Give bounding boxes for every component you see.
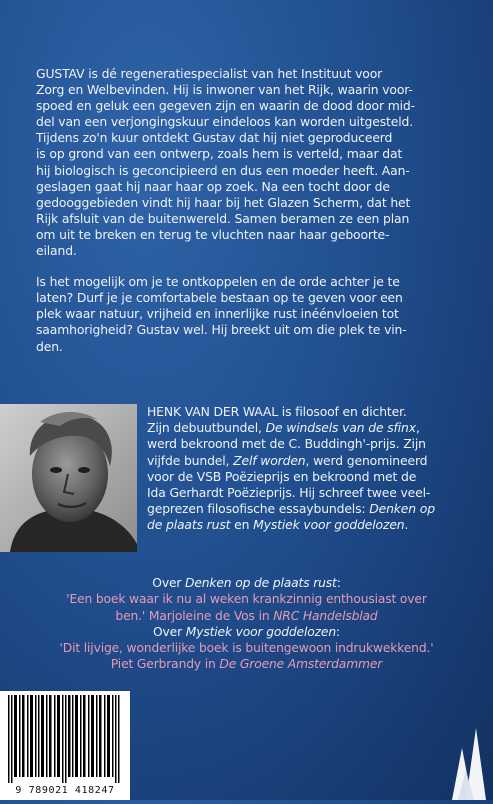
blurb (36, 66, 466, 355)
blurb-line: eiland. (36, 243, 77, 259)
bio-line: . (404, 517, 409, 533)
blurb-line: laten? Durf je je comfortabele bestaan op te geven voor een (36, 290, 403, 306)
quote-heading-2: Over Mystiek voor goddelozen: (153, 624, 340, 639)
blurb-paragraph-2 (36, 274, 466, 354)
author-photo (0, 404, 137, 552)
isbn-barcode (0, 691, 130, 800)
author-bio (147, 404, 472, 534)
blurb-line: geslagen gaat hij naar haar op zoek. Na een tocht door de (36, 178, 390, 194)
barcode-bars (6, 695, 124, 783)
bio-line: voor de VSB Poëzieprijs en bekroond met de (147, 468, 417, 484)
bio-line: en (230, 517, 254, 533)
blurb-line: Is het mogelijk om je te ontkoppelen en de orde achter je te (36, 274, 400, 290)
blurb-line: gedooggebieden vindt hij haar bij het Glazen Scherm, dat het (36, 194, 411, 210)
publisher-logo-icon (448, 720, 492, 800)
blurb-line: GUSTAV is dé regeneratiespecialist van het Instituut voor (36, 66, 383, 81)
quote-heading-1: Over Denken op de plaats rust: (152, 576, 341, 590)
bio-line: , (415, 420, 420, 436)
bio-line: geprezen filosofische essaybundels: (147, 501, 370, 517)
quote-1: 'Een boek waar ik nu al weken krankzinnig enthousiast over ben.' Marjoleine de Vos in NRC Handelsblad (66, 592, 427, 623)
blurb-line: hij biologisch is geconcipieerd en dus een moeder heeft. Aan- (36, 162, 410, 178)
blurb-line: Zorg en Welbevinden. Hij is inwoner van het Rijk, waarin voor- (36, 82, 413, 98)
bio-line: Zijn debuutbundel, (147, 420, 266, 436)
bio-line: Ida Gerhardt Poëzieprijs. Hij schreef twee veel- (147, 485, 431, 501)
bio-title: Denken op (369, 501, 435, 517)
blurb-line: del van een verjongingskuur eindeloos kan worden uitgesteld. (36, 114, 414, 130)
bio-title: De windsels van de sfinx (265, 420, 416, 436)
bio-title: de plaats rust (147, 517, 231, 533)
blurb-line: Tijdens zo'n kuur ontdekt Gustav dat hij niet geproduceerd (36, 130, 393, 146)
bio-line: vijfde bundel, (147, 452, 234, 468)
isbn-number: 9 789021 418247 (15, 785, 115, 796)
blurb-paragraph-1 (36, 66, 466, 259)
quote-2: 'Dit lijvige, wonderlijke boek is buitengewoon indrukwekkend.' Piet Gerbrandy in De Groene Amsterdammer (59, 641, 434, 672)
review-quotes (0, 575, 493, 673)
blurb-line: spoed en geluk een gegeven zijn en waarin de dood door mid- (36, 98, 415, 114)
bio-line: werd bekroond met de C. Buddingh'-prijs. Zijn (147, 436, 426, 452)
blurb-line: plek waar natuur, vrijheid en innerlijke rust inéénvloeien tot (36, 306, 399, 322)
bio-line: , werd genomineerd (305, 452, 428, 468)
bio-title: Mystiek voor goddelozen (253, 517, 405, 533)
blurb-line: Rijk afsluit van de buitenwereld. Samen beramen ze een plan (36, 210, 410, 226)
blurb-line: om uit te breken en terug te vluchten naar haar geboorte- (36, 226, 390, 242)
blurb-line: saamhorigheid? Gustav wel. Hij breekt uit om die plek te vin- (36, 322, 407, 338)
blurb-line: den. (36, 338, 63, 354)
bio-line: HENK VAN DER WAAL is filosoof en dichter. (147, 404, 407, 419)
bio-title: Zelf worden (233, 452, 306, 468)
blurb-line: is op grond van een ontwerp, zoals hem is verteld, maar dat (36, 146, 403, 162)
